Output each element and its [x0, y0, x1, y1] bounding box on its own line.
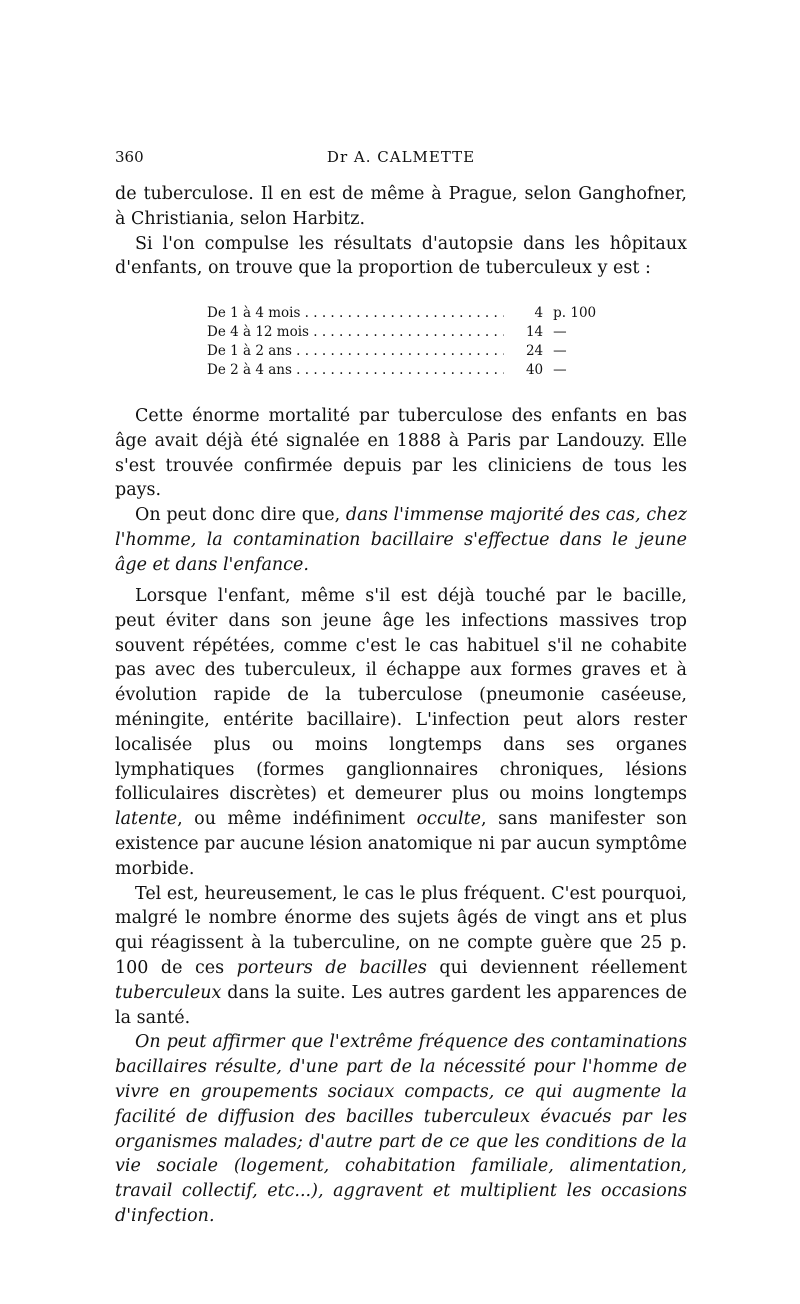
text-block-middle — [115, 404, 687, 578]
age-range: De 4 à 12 mois . . . — [207, 323, 504, 342]
paragraph-autopsy-intro: Si l'on compulse les résultats d'autopsie dans les hôpitaux d'enfants, on trouve que la proportion de tuberculeux y est : — [115, 233, 687, 279]
conclusion-lead: On peut donc dire que, — [135, 505, 341, 526]
text-run: Tel est, heureusement, le cas le plus fréquent. C'est pourquoi, malgré le nombre énorme des sujets âgés de vingt ans et plus qui réagissent à la tuberculine, on ne compte guère que 25 p. 100 de ces — [115, 883, 687, 978]
table-row — [207, 342, 597, 361]
unit-label: — — [553, 362, 567, 378]
table-row — [207, 361, 597, 380]
paragraph-italic-thesis — [115, 1030, 687, 1228]
percentage-value: 40 — [525, 362, 544, 378]
age-range: De 2 à 4 ans . . . — [207, 361, 504, 380]
italic-term-latente: latente — [115, 809, 178, 830]
text-run: Lorsque l'enfant, même s'il est déjà touché par le bacille, peut éviter dans son jeune âge les infections massives trop souvent répétées, comme c'est le cas habituel s'il ne cohabite pas avec des tuberculeux, il échappe aux formes graves et à évolution rapide de la tuberculose (pneumonie caséeuse, méningite, entérite bacillaire). L'infection peut alors rester localisée plus ou moins longtemps dans ses organes lymphatiques (formes ganglionnaires chroniques, lésions folliculaires discrètes) et demeurer plus ou moins longtemps — [115, 586, 687, 805]
percentage-value: 24 — [525, 343, 544, 359]
text-run: qui deviennent réellement — [439, 957, 687, 978]
text-block-top — [115, 182, 687, 281]
header-author: Dr A. CALMETTE — [326, 148, 476, 166]
unit-label: — — [553, 343, 567, 359]
page-number: 360 — [115, 148, 144, 166]
text-block-bottom — [115, 584, 687, 1229]
paragraph-mortality: Cette énorme mortalité par tuberculose des enfants en bas âge avait déjà été signalée en 1888 à Paris par Landouzy. Elle s'est trouvée confirmée depuis par les cliniciens de tous les pays. — [115, 406, 687, 501]
thesis-italic: On peut affirmer que l'extrême fréquence des contaminations bacillaires résulte, d'une part de la nécessité pour l'homme de vivre en groupements sociaux compacts, ce qui augmente la facilité de diffusion des bacilles tuberculeux évacués par les organismes malades; d'autre part de ce que les conditions de la vie sociale (logement, cohabitation familiale, alimentation, travail collectif, etc...), aggravent et multiplient les occasions d'infection. — [115, 1032, 687, 1226]
text-run: , ou même indéfiniment — [177, 809, 406, 830]
percentage-value: 14 — [525, 324, 544, 340]
unit-label: p. 100 — [553, 305, 597, 321]
percentage-value: 4 — [534, 305, 544, 321]
italic-term-porteurs: porteurs de bacilles — [236, 957, 427, 978]
paragraph-continuation: de tuberculose. Il en est de même à Prague, selon Ganghofner, à Christiania, selon Harbitz. — [115, 184, 687, 229]
paragraph-latent-infection — [115, 584, 687, 882]
table-row — [207, 304, 597, 323]
paragraph-conclusion — [115, 503, 687, 577]
italic-term-occulte: occulte — [416, 809, 482, 830]
conclusion-italic: dans l'immense majorité des cas, chez l'homme, la contamination bacillaire s'effectue dans le jeune âge et dans l'enfance. — [115, 505, 687, 575]
table-row — [207, 323, 597, 342]
mortality-table — [207, 304, 597, 380]
italic-term-tuberculeux: tuberculeux — [115, 982, 222, 1003]
text-run: , sans manifester son existence par aucune lésion anatomique ni par aucun symptôme morbide. — [115, 809, 687, 879]
running-head — [115, 148, 687, 170]
age-range: De 1 à 2 ans . . . — [207, 342, 504, 361]
age-range: De 1 à 4 mois . . . — [207, 304, 504, 323]
text-run: dans la suite. Les autres gardent les apparences de la santé. — [115, 982, 687, 1028]
unit-label: — — [553, 324, 567, 340]
paragraph-frequency — [115, 882, 687, 1031]
